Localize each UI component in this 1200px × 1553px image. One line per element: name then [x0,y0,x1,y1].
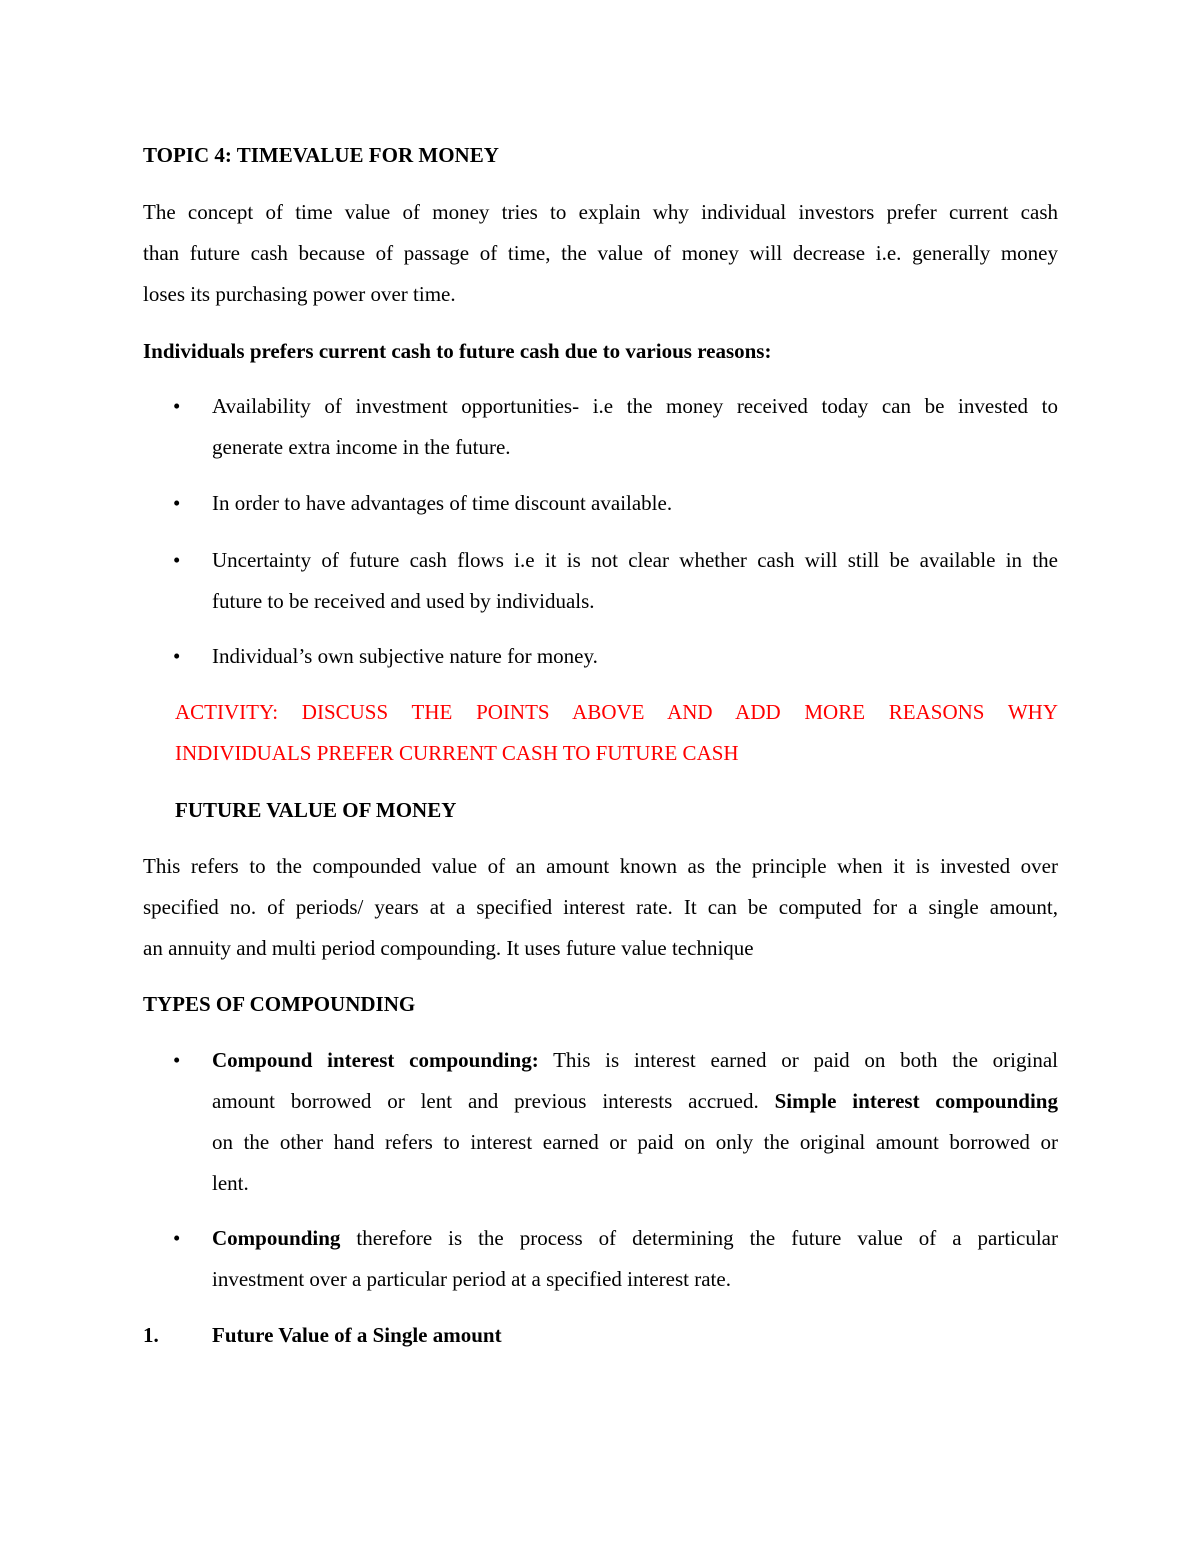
activity-line-2: INDIVIDUALS PREFER CURRENT CASH TO FUTURE CASH [175,741,739,765]
compound-interest-continuation: amount borrowed or lent and previous interests accrued. [212,1089,775,1113]
single-amount-heading: Future Value of a Single amount [212,1323,502,1347]
intro-line-3: loses its purchasing power over time. [143,282,456,306]
reason-1-line-1: Availability of investment opportunities- i.e the money received today can be invested to [212,394,1058,418]
simple-interest-line-1: on the other hand refers to interest earned or paid on only the original amount borrowed or [212,1130,1058,1154]
reason-1-line-2: generate extra income in the future. [212,435,511,459]
reasons-heading: Individuals prefers current cash to future cash due to various reasons: [143,339,772,363]
compounding-term: Compounding [212,1226,341,1250]
compounding-line-1 [212,1223,1058,1253]
activity-line-1: ACTIVITY: DISCUSS THE POINTS ABOVE AND ADD MORE REASONS WHY [175,700,1058,724]
compounding-line-2: investment over a particular period at a specified interest rate. [212,1267,731,1291]
compounding-definition: therefore is the process of determining the future value of a particular [340,1226,1058,1250]
simple-interest-line-2: lent. [212,1171,249,1195]
compounding-types-heading: TYPES OF COMPOUNDING [143,992,416,1016]
reason-4-line-1: Individual’s own subjective nature for money. [212,644,598,668]
simple-interest-term: Simple interest compounding [774,1089,1058,1113]
reason-3-line-1: Uncertainty of future cash flows i.e it is not clear whether cash will still be available in the [212,548,1058,572]
compound-interest-term: Compound interest compounding: [212,1048,539,1072]
future-value-line-1: This refers to the compounded value of an amount known as the principle when it is invested over [143,854,1058,878]
reason-2-line-1: In order to have advantages of time discount available. [212,491,673,515]
intro-line-1: The concept of time value of money tries to explain why individual investors prefer current cash [143,200,1058,224]
page-title: TOPIC 4: TIMEVALUE FOR MONEY [143,143,499,167]
reason-3-line-2: future to be received and used by individuals. [212,589,595,613]
bullet-icon: • [173,548,181,572]
bullet-icon: • [173,394,181,418]
list-number: 1. [143,1323,159,1347]
bullet-icon: • [173,1226,181,1250]
bullet-icon: • [173,1048,181,1072]
compound-interest-line-2 [212,1086,1058,1116]
bullet-icon: • [173,491,181,515]
compound-interest-definition: This is interest earned or paid on both the original [538,1048,1059,1072]
bullet-icon: • [173,644,181,668]
future-value-line-3: an annuity and multi period compounding. It uses future value technique [143,936,754,960]
compound-interest-line-1 [212,1045,1058,1075]
future-value-heading: FUTURE VALUE OF MONEY [175,798,457,822]
intro-line-2: than future cash because of passage of time, the value of money will decrease i.e. generally money [143,241,1058,265]
future-value-line-2: specified no. of periods/ years at a specified interest rate. It can be computed for a single amount, [143,895,1058,919]
